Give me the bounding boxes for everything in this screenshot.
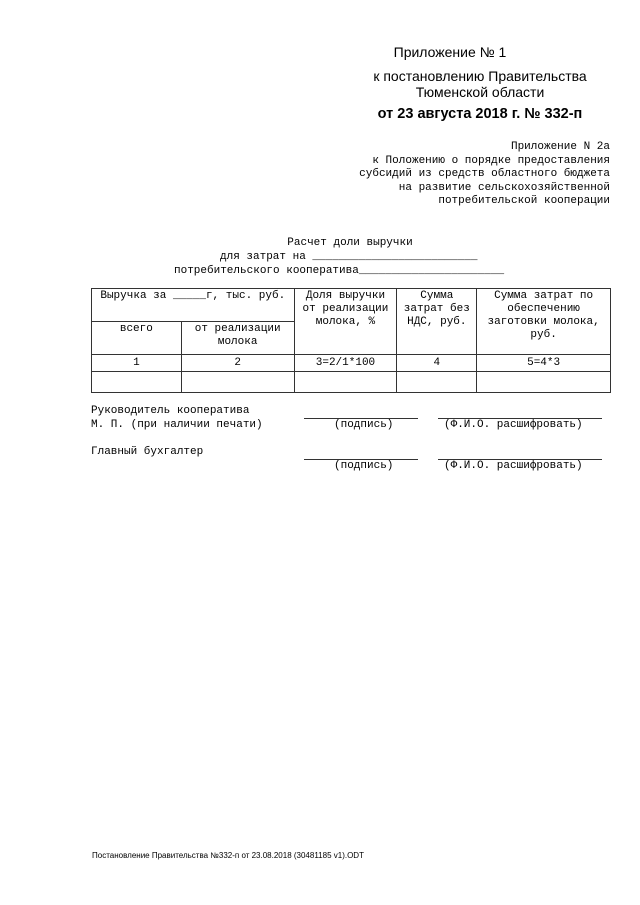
title-line: для затрат на _________________________ xyxy=(220,251,478,263)
name-caption: (Ф.И.О. расшифровать) xyxy=(444,419,583,431)
document-footer: Постановление Правительства №332-п от 23.08.2018 (30481185 v1).ODT xyxy=(92,851,364,860)
empty-cell xyxy=(294,372,397,393)
resolution-date-number: от 23 августа 2018 г. № 332-п xyxy=(377,106,583,122)
appendix-line: субсидий из средств областного бюджета xyxy=(359,168,610,181)
revenue-milk-header-cell: от реализации молока xyxy=(181,322,294,355)
column-number-cell: 3=2/1*100 xyxy=(294,355,397,372)
title-line: Расчет доли выручки xyxy=(287,237,413,249)
column-number-cell: 2 xyxy=(181,355,294,372)
title-line: потребительского кооператива______________________ xyxy=(174,265,505,277)
resolution-reference xyxy=(360,68,600,100)
column-number-cell: 5=4*3 xyxy=(477,355,611,372)
column-number-cell: 1 xyxy=(92,355,182,372)
milk-procurement-costs-header-cell: Сумма затрат по обеспечению заготовки молока, руб. xyxy=(477,289,611,355)
revenue-header-cell: Выручка за _____г, тыс. руб. xyxy=(92,289,295,322)
stamp-label: М. П. (при наличии печати) xyxy=(91,419,263,431)
appendix-line: Приложение N 2а xyxy=(510,141,610,153)
empty-cell xyxy=(181,372,294,393)
appendix-2a-block xyxy=(310,141,610,209)
appendix-line: потребительской кооперации xyxy=(438,195,610,208)
appendix-heading: Приложение № 1 xyxy=(393,44,507,60)
appendix-line: на развитие сельскохозяйственной xyxy=(398,181,610,194)
empty-cell xyxy=(92,372,182,393)
signature-caption: (подпись) xyxy=(334,460,394,472)
milk-share-header-cell: Доля выручки от реализации молока, % xyxy=(294,289,397,355)
appendix-line: к Положению о порядке предоставления xyxy=(372,154,610,167)
costs-without-vat-header-cell: Сумма затрат без НДС, руб. xyxy=(397,289,477,355)
empty-cell xyxy=(397,372,477,393)
name-caption: (Ф.И.О. расшифровать) xyxy=(444,460,583,472)
accountant-label: Главный бухгалтер xyxy=(91,446,204,458)
column-number-cell: 4 xyxy=(397,355,477,372)
to-resolution-text: к постановлению Правительства xyxy=(373,68,587,84)
region-text: Тюменской области xyxy=(415,84,545,100)
head-label: Руководитель кооператива xyxy=(91,405,250,417)
signature-caption: (подпись) xyxy=(334,419,394,431)
revenue-total-header-cell: всего xyxy=(92,322,182,355)
calculation-table xyxy=(91,288,611,393)
empty-cell xyxy=(477,372,611,393)
form-title xyxy=(120,236,580,278)
